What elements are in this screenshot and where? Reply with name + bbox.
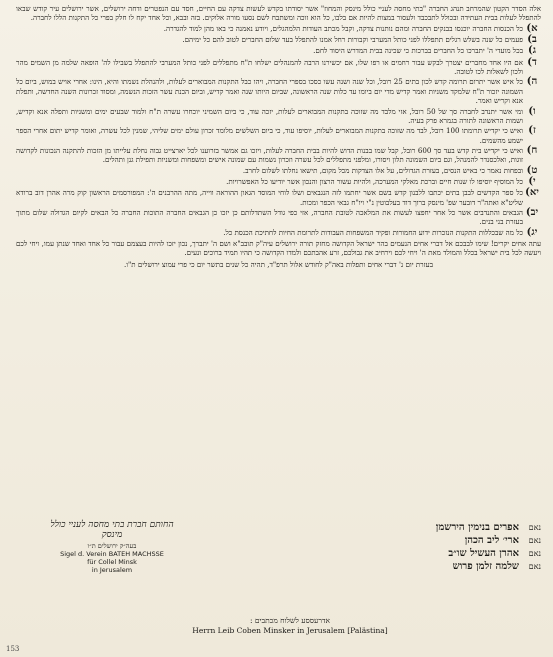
regulation-text: ובפחות נאמר כי באיש הנסים, בעזרת הגדולים, על אלו הצדקות מכל מקום, תישאו נחלתו לשלום לחרב. <box>242 165 523 175</box>
regulation-marker: ז) <box>528 125 536 137</box>
mailing-address <box>140 616 440 636</box>
signer-name: ארי׳ ליב הכהן <box>464 535 519 546</box>
regulation-text: בכל מועדי ה' יתברכו כל החברים בברכות כי שכינה בבית המדרש היסוד לחם. <box>313 46 523 56</box>
regulation-marker: ג) <box>527 45 537 57</box>
page-number: 153 <box>6 645 20 653</box>
regulation-text: פעמים כל שנה בשלש רגלים תתפללו לפני כותל המערבי וקבורות רחל אמנו להתפלל בעד שלום החברים לטוב להם כל ימיהם. <box>182 35 523 45</box>
regulation-marker: יא) <box>525 187 539 199</box>
stamp-latin-line-2: für Collel Minsk <box>87 558 137 566</box>
regulation-marker: י) <box>528 176 536 188</box>
regulation-marker: יג) <box>526 226 538 238</box>
signer-row <box>311 560 541 573</box>
signer-name: אהרן העשיל שו״ב <box>448 548 519 559</box>
regulation-item <box>16 228 541 238</box>
regulation-text: כל איש אשר יתרום תרומה קדש לכון בתים 25 רובל, וכל שנה ושנה עשו כסכו בספרי החברה, ויהו כבל התקנות המבוארים לעלות, ולהנהלת נשמתו והיא, הינו: אחרי אויש במוש, ביום כל השמונה יזכור ת"ח שלמקד משניות ואמר קדיש מדי יום ביומו עד כלות שנה הראשונה, שביום היותו שנה ואמר קדיש, וביום הכנת עשר הזכות הנשמה, ומסוד זכרונות השנה החדשה, ותפלת אנא וקריש ואמר. <box>16 77 523 106</box>
regulation-text: ואיש כי יקדיש תרומתו 100 רובל, לבד מה שזוכה בתקנות המבוארים לעלות, יוסיפו עוד, כי ביום השלשים מלומד זכרון עולם ימים שליהי, שמנין לכל עשרה, ואומר קדיש יתום אחרי הספר ישמע מהשמים. <box>16 126 523 145</box>
date-line: בעזרת יום נ' דברי אחים ותפלות באה"ק לחודש אלול תרפ"ד, תהיה כל שנים בתשר יום כי פרי עמוצ ירושלים ת"ו. <box>123 259 434 269</box>
regulation-item <box>16 126 541 145</box>
regulation-text: כל ספר הקדשים לבבן בתים יכתבו ללבנון קדש בשם אשר יחתמו לזה הנגבאים ושלו לוחי המוסד הגאון ההוראה ווייה, מתה ההרבנים ה': המפורסמים הראשון קוק מרה אהרן דוב ברודא שליט"א ואתה"ר דובער שפ' מינסק ברוך דוד בעלבוטין נ"י ויו"ח גבאי הכפר ומכות. <box>16 188 523 207</box>
regulation-text: ומי אשר יתנדב לחברה סך של 50 רובל, אזי מלבד מה שזוכה בתקנות המבוארים לעלות, יזכה עוד, כי ביום השמיני יוכחרו עשרה ת"ח ולמוד שבעים ימים ומשניות ותפלה אנא וקדיש, ושמות הראשונה לתורה בגמרא פרק בעיה. <box>16 106 523 125</box>
regulation-text: כל הכנסות החברה יוכנסו בבנקים החברה ומהם נותנות צדקה, וקבל מכתב העודות הלמהגלים, ויודע נאמנה כי באו מהן למוד להגדרה. <box>163 24 523 34</box>
regulation-item <box>16 166 541 176</box>
regulation-item <box>16 46 541 56</box>
address-latin: Herrn Leib Coben Minsker in Jerusalem [Palästina] <box>192 626 388 635</box>
regulation-text: כל מה שבכללות התקנות הנזכרות ידוע החמורות ופקיד המשפחות העבודות לתרומת החיות לחתיכת הכנסת כל. <box>223 227 523 237</box>
signer-prefix: נאם <box>528 523 541 532</box>
regulation-text: כל המוסיף יוסיפו לו שנות חיים וברכת מאלקי המערכה, ולהיות עשור הרצון והנכון אשר יודיעו כל האפשרויות. <box>226 177 523 187</box>
signer-prefix: נאם <box>528 562 541 571</box>
signer-prefix: נאם <box>528 536 541 545</box>
regulation-item <box>16 107 541 126</box>
signatures-block <box>311 521 541 573</box>
regulation-item <box>16 35 541 45</box>
stamp-hebrew-title: החותם חברת בתי מחסה לעניי כולל מינסק <box>50 520 174 540</box>
signer-name: שלמה זלמן פרוש <box>452 561 519 572</box>
signer-row <box>311 547 541 560</box>
regulation-item <box>16 146 541 165</box>
regulation-item <box>16 24 541 34</box>
regulation-item <box>16 188 541 207</box>
regulation-text: הגבאים והתנדבים אשר כל אחר יחפצו לעשות את המלאכה לטובת החברה, אזי כפי גודל השתדלותם כן יזכו כן הגבאים החברה התוכות החברה כל הבאים לקיום הגדולה שלום מתוך בעזרת בני בנים. <box>16 208 523 227</box>
regulation-marker: ט) <box>526 164 538 176</box>
regulation-item <box>16 177 541 187</box>
regulation-item <box>16 58 541 77</box>
regulation-marker: ה) <box>526 76 538 88</box>
stamp-latin-line-1: Sigel d. Verein BATEH MACHSSE <box>60 550 164 558</box>
document-body <box>16 4 541 271</box>
regulations-list <box>16 24 541 238</box>
stamp-latin-line-3: in Jerusalem <box>91 566 133 574</box>
signer-row <box>311 521 541 534</box>
closing-paragraph: עתה אחים יקרים! שימו לבבכם אל דברי אחים הנעמים בהר ישראל הקדושה מחזק תורה ירושלים עיה"ק תובב"א ושם ה' יתברך, נכון יזכו להיות בעצמם עבור כל אחד ואחד שנתן עמו, ויחי לכם ויעשה לכל בית ישראל בכלל והמולד מאת ה' ויחי לכם וירחיב את גבולכם, זרע אהבתכם ולמדו הקדושה כי תהיו תמיד ברוכים ונעים. <box>16 238 541 258</box>
regulation-marker: ח) <box>526 145 538 157</box>
signer-prefix: נאם <box>528 549 541 558</box>
society-stamp <box>42 520 182 608</box>
regulation-item <box>16 77 541 105</box>
address-hebrew: אדרעססע לשלוח מכתבים : <box>249 616 331 625</box>
signer-name: אפרים בנימין הירשמן <box>435 522 519 533</box>
stamp-hebrew-subtitle: בעה״ק ירושלים ת״ו <box>87 542 137 550</box>
signer-row <box>311 534 541 547</box>
intro-paragraph: אלה הסדר הקטון שהמרחב תנהג החברה "בתי מחסה לעניי כולל מינסק והמחוז" אשר יסודתו בקדש לעשות צדקה עם החיים, חסד עם הנפטרים ודחה ירושלים, אשר ירושלים עיר קודש שבאו להתפלל לעלות בבית העתידה ובכולל לתבכבד ולעסור במצות להיות אם בלבו, כל הוא זוכה ומשתבח לשם נסעו מורה אלוקים. בזה ובבא, וכל אחד יקח לו חלק בפרי כל התקנות הללו לחברה. <box>16 4 541 23</box>
regulation-marker: ד) <box>527 56 537 68</box>
regulation-item <box>16 208 541 227</box>
regulation-marker: יב) <box>525 207 539 219</box>
regulation-text: אם היו אחד מחברים יצטרך לבקש עבור רחמים או רפו שלו, אם יכשירנו הרבה להמנהלים ישלחו ת"ח מתפללים לפני כותל המערבי להתפלל בשבילו לה' הופאה שלמה מן השמים מהר ולכון לשאלות לכו לטובה. <box>16 57 523 76</box>
regulation-text: ואיש כי יקדיש בית קדש בעד סך 600 רובל, קבל שמו בבנות הדוש להיות בבית החברה לעלות, ויזכו גם אמשר בזרוענו לכל יארצייט גבוה נחלת עלייתו מן הזכות להתקנה הנכונות לקדושה זוגות, ואלכסנדר להמנהל, וגם ביום השמונה תלון ויסורו, ומלפני מתפללים לכל עשרה וזכרון נשמות עם שמונה אישים ומשפחות ומשניות ותפילת גנן ותהלים. <box>16 146 523 165</box>
regulation-marker: ו) <box>528 105 536 117</box>
regulation-marker: ב) <box>527 34 537 46</box>
regulation-marker: א) <box>526 23 538 35</box>
